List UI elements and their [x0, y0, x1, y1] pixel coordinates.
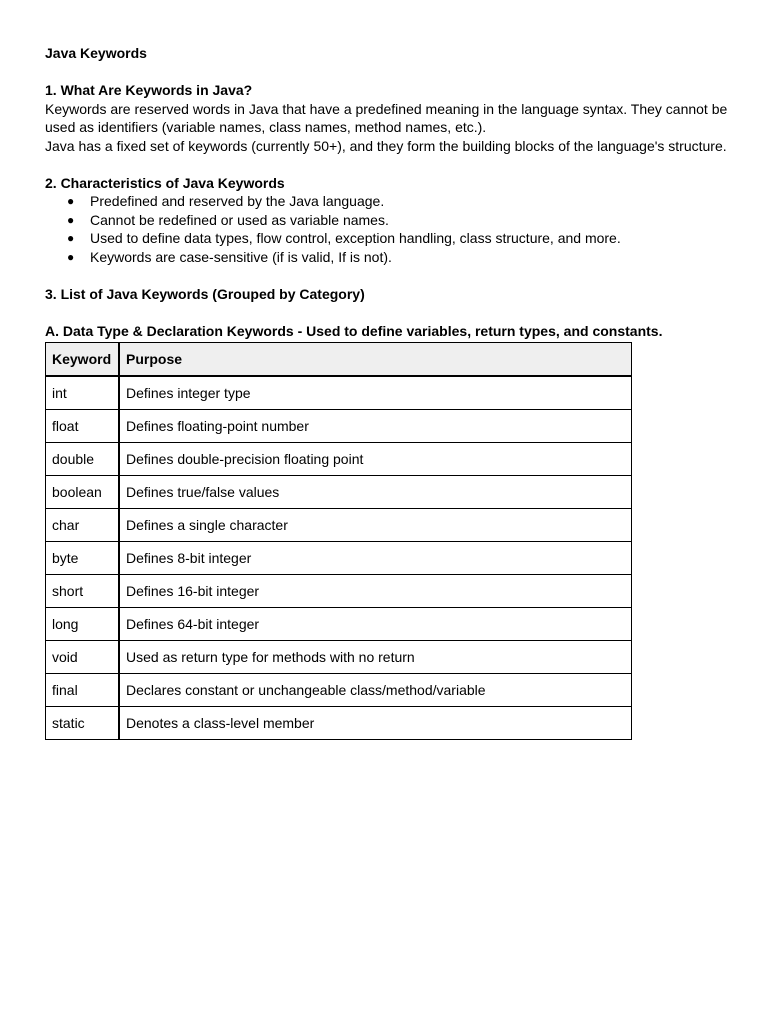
keyword-cell: byte [46, 542, 120, 575]
keyword-cell: int [46, 376, 120, 410]
purpose-cell: Defines integer type [119, 376, 632, 410]
purpose-cell: Defines 64-bit integer [119, 608, 632, 641]
list-item [45, 248, 735, 267]
keyword-cell: long [46, 608, 120, 641]
purpose-cell: Denotes a class-level member [119, 707, 632, 740]
column-header-keyword: Keyword [46, 343, 120, 377]
table-row [46, 443, 632, 476]
keyword-cell: void [46, 641, 120, 674]
purpose-cell: Defines double-precision floating point [119, 443, 632, 476]
keywords-table [45, 342, 632, 740]
purpose-cell: Used as return type for methods with no return [119, 641, 632, 674]
section-3-heading: 3. List of Java Keywords (Grouped by Category) [45, 285, 365, 302]
table-row [46, 575, 632, 608]
purpose-cell: Defines 16-bit integer [119, 575, 632, 608]
keyword-cell: boolean [46, 476, 120, 509]
purpose-cell: Declares constant or unchangeable class/method/variable [119, 674, 632, 707]
keyword-cell: float [46, 410, 120, 443]
document-title: Java Keywords [45, 45, 147, 61]
list-item-text: Keywords are case-sensitive (if is valid, If is not). [90, 248, 392, 265]
bullet-icon: ● [67, 212, 75, 227]
keyword-cell: static [46, 707, 120, 740]
purpose-cell: Defines true/false values [119, 476, 632, 509]
characteristics-list [45, 192, 735, 266]
purpose-cell: Defines floating-point number [119, 410, 632, 443]
list-item [45, 229, 735, 248]
bullet-icon: ● [67, 231, 75, 245]
table-row [46, 641, 632, 674]
table-row [46, 608, 632, 641]
table-row [46, 410, 632, 443]
keyword-cell: short [46, 575, 120, 608]
bullet-icon: ● [67, 249, 75, 264]
subsection-a-heading: A. Data Type & Declaration Keywords - Used to define variables, return types, and constants. [45, 322, 663, 339]
keyword-cell: final [46, 674, 120, 707]
keyword-cell: char [46, 509, 120, 542]
purpose-cell: Defines 8-bit integer [119, 542, 632, 575]
section-1-paragraph-line-1: Keywords are reserved words in Java that have a predefined meaning in the language syntax. They cannot be [45, 100, 728, 117]
list-item-text: Cannot be redefined or used as variable names. [90, 211, 389, 228]
purpose-cell: Defines a single character [119, 509, 632, 542]
table-row [46, 542, 632, 575]
bullet-icon: ● [67, 194, 75, 208]
table-row [46, 376, 632, 410]
document-page [45, 44, 735, 740]
column-header-purpose: Purpose [119, 343, 632, 377]
list-item-text: Predefined and reserved by the Java language. [90, 193, 385, 209]
section-1-paragraph-line-3: Java has a fixed set of keywords (currently 50+), and they form the building blocks of the language's structure. [45, 137, 727, 154]
table-row [46, 674, 632, 707]
table-header-row [46, 343, 632, 377]
section-2-heading: 2. Characteristics of Java Keywords [45, 174, 285, 191]
list-item [45, 192, 735, 211]
table-row [46, 509, 632, 542]
table-row [46, 707, 632, 740]
list-item-text: Used to define data types, flow control, exception handling, class structure, and more. [90, 230, 621, 246]
table-row [46, 476, 632, 509]
section-1-paragraph-line-2: used as identifiers (variable names, class names, method names, etc.). [45, 119, 487, 135]
keyword-cell: double [46, 443, 120, 476]
list-item [45, 211, 735, 230]
section-1-heading: 1. What Are Keywords in Java? [45, 82, 253, 98]
